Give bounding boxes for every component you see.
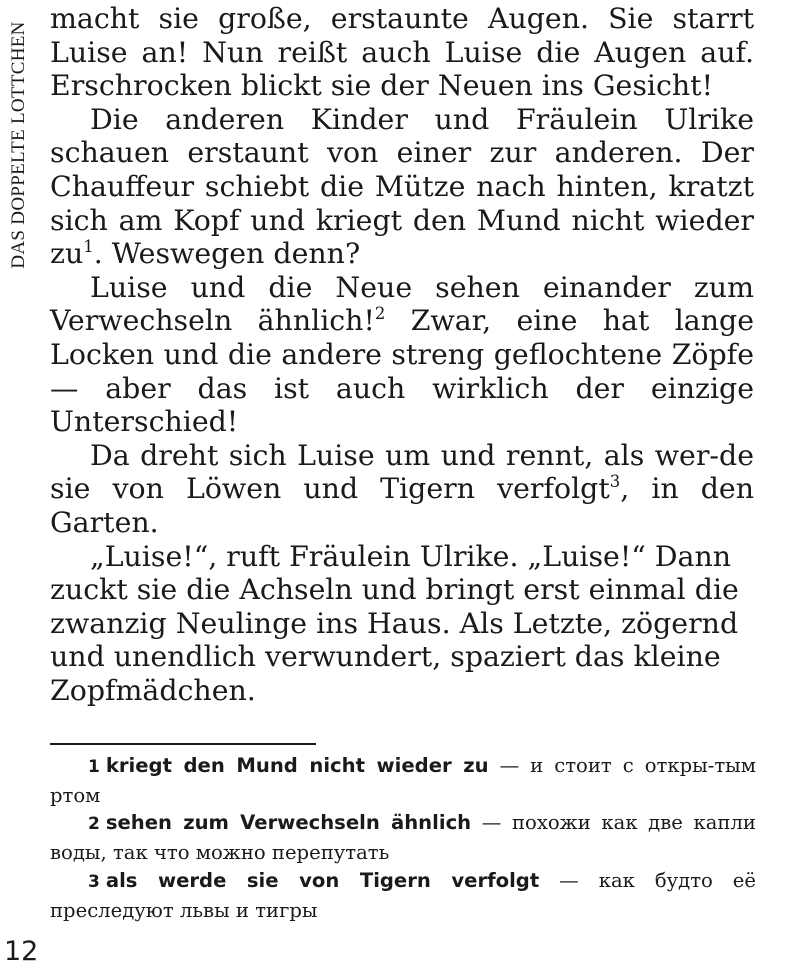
paragraph-5: „Luise!“, ruft Fräulein Ulrike. „Luise!“ Dann zuckt sie die Achseln und bringt erst einmal die zwanzig Neulinge ins Haus. Als Letzte, zögernd und unendlich verwundert, spaziert das kleine Zopfmädchen. (50, 539, 739, 707)
paragraph-3: Luise und die Neue sehen einander zum Verwechseln ähnlich!$^2$ Zwar, eine hat lange Locken und die andere streng geflochtene Zöpfe — aber das ist auch wirklich der einzige Unterschied! (50, 270, 754, 439)
footnote-number: 3 (88, 871, 100, 892)
paragraph-2: Die anderen Kinder und Fräulein Ulrike schauen erstaunt von einer zur anderen. Der Chauffeur schiebt die Mütze nach hinten, kratzt sich am Kopf und kriegt den Mund nicht wieder $zu^1$. Weswegen denn? (50, 102, 754, 271)
footnote-gloss: — похожи как две капли воды, так что можно перепутать (50, 811, 756, 865)
main-text (50, 2, 754, 707)
footnote-ref-3: 3 (609, 471, 621, 491)
footnote-ref-2: 2 (374, 303, 386, 323)
footnote-gloss: — и стоит с откры-тым ртом (50, 754, 757, 807)
footnote-number: 1 (88, 757, 100, 777)
paragraph-4: Da dreht sich Luise um und rennt, als wer-de sie von Löwen und Tigern verfolgt$^3$, in den Garten. (50, 438, 754, 539)
footnote-divider (50, 743, 316, 745)
footnote-1 (50, 752, 756, 809)
footnote-ref-1: 1 (83, 236, 94, 256)
footnote-term: kriegt den Mund nicht wieder zu (105, 754, 489, 777)
footnote-number: 2 (88, 814, 100, 835)
footnote-term: als werde sie von Tigern verfolgt (105, 868, 540, 892)
footnote-term: sehen zum Verwechseln ähnlich (105, 811, 472, 835)
footnote-2 (50, 809, 756, 866)
paragraph-1: macht sie große, erstaunte Augen. Sie starrt Luise an! Nun reißt auch Luise die Augen auf. Erschrocken blickt sie der Neuen ins Gesicht! (50, 2, 754, 103)
footnotes (50, 752, 756, 924)
page-number: 12 (4, 936, 39, 967)
running-head-text: DAS DOPPELTE LOTTCHEN (8, 21, 29, 269)
running-head (2, 0, 36, 290)
footnote-gloss: — как будто её преследуют львы и тигры (50, 868, 756, 922)
footnote-3 (50, 867, 756, 924)
